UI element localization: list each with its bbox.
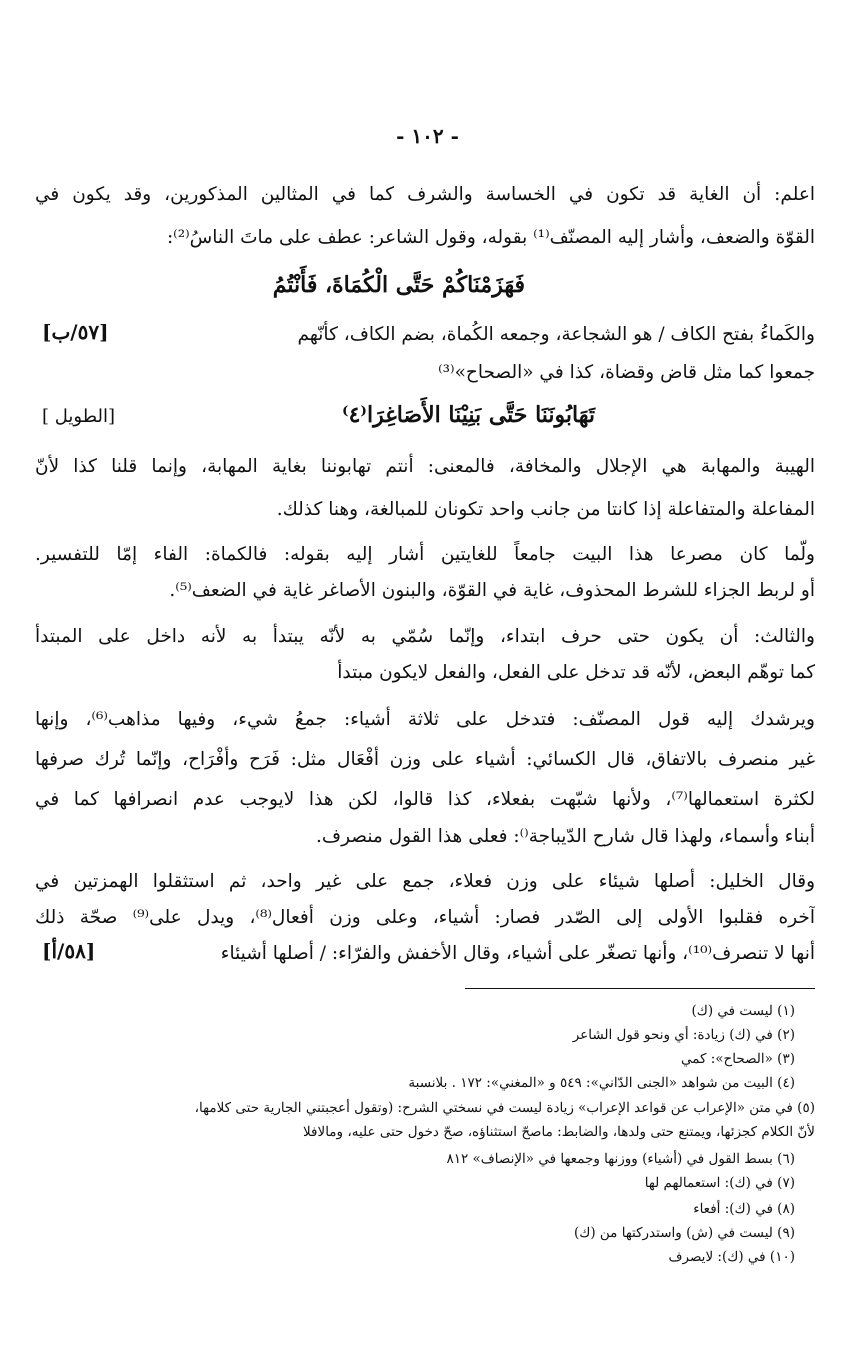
body-line: أو لربط الجزاء للشرط المحذوف، غاية في القوّة، والبنون الأصاغر غاية في الضعف⁽⁵⁾. [169,580,815,601]
body-line: أبناء وأسماء، ولهذا قال شارح الدّيباجة⁽⁾: فعلى هذا القول منصرف. [316,826,815,847]
verse-line: فَهَزَمْنَاكُمْ حَتَّى الْكُمَاةَ، فَأَنْتُمُ [272,272,525,298]
body-line: القوّة والضعف، وأشار إليه المصنّف⁽¹⁾ بقوله، وقول الشاعر: عطف على ماتَ الناسُ⁽²⁾: [166,227,815,248]
margin-folio-marker: [٥٧/ب] [42,320,109,344]
footnote: (١٠) في (ك): لايصرف [668,1249,795,1265]
footnote: (١) ليست في (ك) [691,1003,795,1019]
body-line: آخره فقلبوا الأولى إلى الصّدر فصار: أشياء، وعلى وزن أفعال⁽⁸⁾، ويدل على⁽⁹⁾ صحّة ذلك [35,907,815,928]
body-line: أنها لا تنصرف⁽¹⁰⁾، وأنها تصغّر على أشياء، وقال الأخفش والفرّاء: / أصلها أشيئاء [220,943,815,964]
footnote: (٥) في متن «الإعراب عن قواعد الإعراب» زيادة ليست في نسختي الشرح: (وتقول أعجبتني الجارية حتى كلامها، [194,1100,815,1116]
footnote: (٧) في (ك): استعمالهم لها [644,1175,795,1191]
body-line: المفاعلة والمتفاعلة إذا كانتا من جانب واحد تكونان للمبالغة، وهنا كذلك. [276,499,815,520]
body-line: لكثرة استعمالها⁽⁷⁾، ولأنها شبّهت بفعلاء، كذا قالوا، لكن هذا لايوجب عدم انصرافها كما في [35,789,815,810]
footnote: (٩) ليست في (ش) واستدركتها من (ك) [573,1225,795,1241]
body-line: والثالث: أن يكون حتى حرف ابتداء، وإنّما سُمّي به لأنّه يبتدأ به لأنه داخل على المبتدأ [35,626,815,647]
footnote: (٢) في (ك) زيادة: أي ونحو قول الشاعر [572,1027,795,1043]
body-line: ويرشدك إليه قول المصنّف: فتدخل على ثلاثة أشياء: جمعُ شيء، وفيها مذاهب⁽⁶⁾، وإنها [35,709,815,730]
footnote: (٨) في (ك): أفعاء [693,1201,795,1217]
body-line: ولّما كان مصرعا هذا البيت جامعاً للغايتين أشار إليه بقوله: فالكماة: الفاء إمّا للتفسير. [35,544,815,565]
body-line: كما توهّم البعض، لأنّه قد تدخل على الفعل، والفعل لايكون مبتدأ [337,662,815,683]
body-line: غير منصرف بالاتفاق، قال الكسائي: أشياء على وزن أفْعَال مثل: فَرَح وأفْرَاح، وإنّما تُرك صرفها [35,749,815,770]
body-line: الهيبة والمهابة هي الإجلال والمخافة، فالمعنى: أنتم تهابوننا بغاية المهابة، وإنما قلنا كذا لأنّ [35,456,815,477]
page-number: - ١٠٢ - [396,124,459,148]
footnote: (٣) «الصحاح»: كمي [680,1051,795,1067]
footnote: لأنّ الكلام كجزئها، ويمتنع حتى ولدها، والضابط: ماصحّ استثناؤه، صحّ دخول حتى عليه، ومالافلا [302,1124,815,1140]
body-line: والكَماءُ بفتح الكاف / هو الشجاعة، وجمعه الكُماة، بضم الكاف، كأنّهم [297,324,815,345]
footnote: (٤) البيت من شواهد «الجنى الدّاني»: ٥٤٩ و «المغني»: ١٧٢ . بلانسبة [408,1075,795,1091]
footnote: (٦) بسط القول في (أشياء) ووزنها وجمعها في «الإنصاف» ٨١٢ [446,1151,795,1167]
body-line: اعلم: أن الغاية قد تكون في الخساسة والشرف كما في المثالين المذكورين، وقد يكون في [35,184,815,205]
verse-line: تَهَابُونَنَا حَتَّى بَنِيْنَا الأَصَاغِرَا⁽٤⁾ [342,402,595,428]
meter-label: [ الطويل] [42,406,115,427]
footnote-separator [465,988,815,989]
margin-folio-marker: [٥٨/أ] [42,939,96,963]
body-line: وقال الخليل: أصلها شيئاء على وزن فعلاء، جمع على غير واحد، ثم استثقلوا الهمزتين في [35,871,815,892]
body-line: جمعوا كما مثل قاض وقضاة، كذا في «الصحاح»⁽³⁾ [438,362,815,383]
